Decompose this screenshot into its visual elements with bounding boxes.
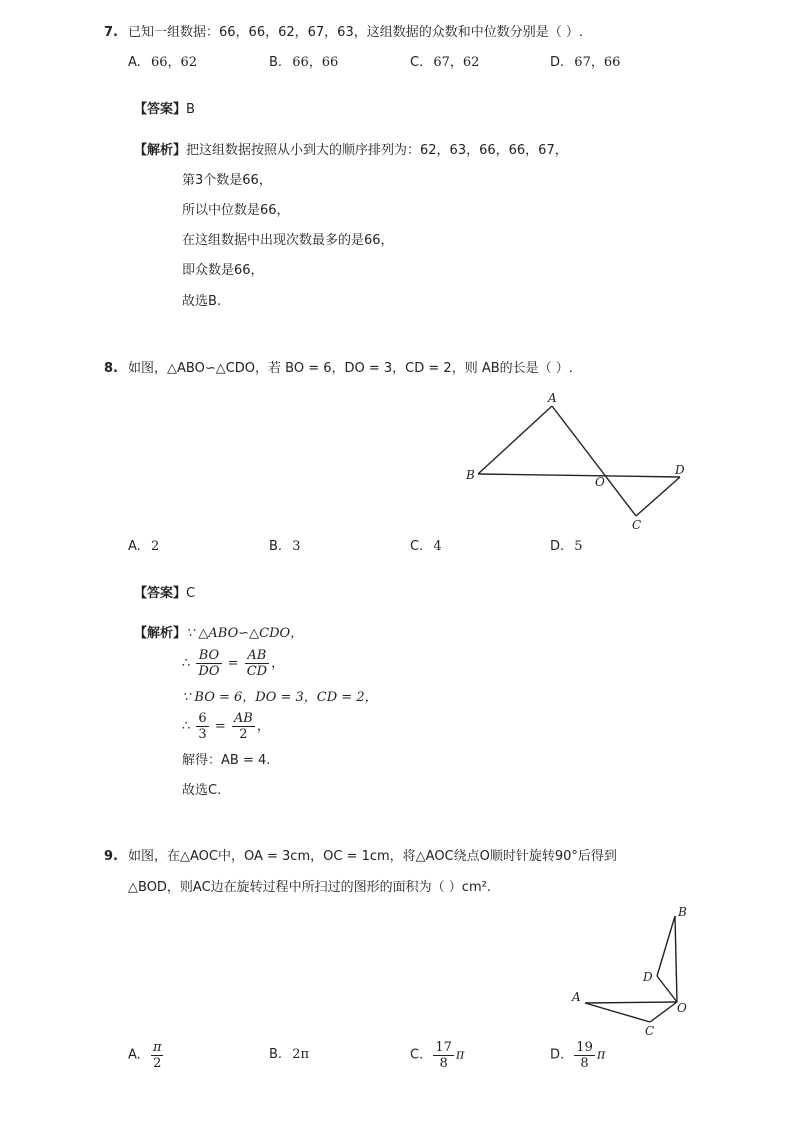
q8-ratio2-eq: =: [214, 719, 226, 734]
q9-label-b: B: [678, 905, 687, 919]
q8-label-c: C: [632, 518, 642, 532]
q8-ratio1-num2: AB: [245, 648, 269, 664]
q8-label-o: O: [595, 475, 605, 489]
q9-option-c-tail: π: [455, 1047, 465, 1063]
q8-option-a-text: 2: [150, 539, 160, 554]
q9-option-c-num: 17: [435, 1040, 452, 1055]
q8-ratio1-frac-left: [196, 648, 221, 679]
q9-segment-bd: [657, 916, 675, 976]
q7-analysis-line: 所以中位数是66，: [182, 203, 290, 218]
q9-option-a-den: 2: [153, 1056, 162, 1071]
q7-option-b: [269, 54, 338, 72]
q7-stem: 已知一组数据：66，66，62，67，63，这组数据的众数和中位数分别是（ ）.: [128, 25, 583, 40]
q8-ratio2-frac-left: [196, 711, 208, 742]
q8-ratio-line-1: [182, 648, 284, 679]
q7-analysis: [134, 142, 568, 160]
q7-answer-value: B: [186, 102, 195, 117]
q8-choose: 故选C.: [182, 783, 222, 798]
q8-option-a: [128, 538, 159, 556]
q8-answer-tag: 【答案】: [134, 586, 187, 601]
q8-ratio2-num1: 6: [198, 711, 207, 726]
q7-option-b-text: 66，66: [292, 55, 339, 70]
q8-ratio1-eq: =: [227, 656, 239, 671]
q8-option-a-label: A.: [128, 539, 141, 554]
q7-option-c-text: 67，62: [433, 55, 480, 70]
q9-option-c-frac: [433, 1040, 454, 1071]
q8-stem: 如图，△ABO∽△CDO，若 BO = 6，DO = 3，CD = 2，则 AB的长是（ ）.: [128, 361, 573, 376]
q8-ratio2-den2: 2: [239, 727, 248, 742]
q7-analysis-tag: 【解析】: [134, 143, 187, 158]
q8-number: 8.: [104, 361, 118, 376]
q8-option-b-text: 3: [292, 539, 301, 554]
q7-analysis-first: 把这组数据按照从小到大的顺序排列为：62，63，66，66，67，: [186, 143, 568, 158]
q8-solve: 解得：AB = 4.: [182, 753, 271, 768]
q7-option-d: [550, 54, 620, 72]
q8-ratio1-suffix: ，: [271, 656, 285, 671]
q7-option-d-label: D.: [550, 55, 565, 70]
q8-ratio2-den1: 3: [198, 727, 207, 742]
q7-analysis-line: 即众数是66，: [182, 263, 264, 278]
q8-option-d-label: D.: [550, 539, 565, 554]
q8-segment-dc: [636, 477, 680, 516]
q8-option-c: [410, 538, 442, 556]
q8-ratio2-num2: AB: [233, 711, 253, 726]
q8-answer-value: C: [186, 586, 196, 601]
q9-option-c-den: 8: [439, 1056, 448, 1071]
q7-analysis-line: 第3个数是66，: [182, 173, 272, 188]
q7-answer-tag: 【答案】: [134, 102, 187, 117]
q8-ratio1-den1: DO: [198, 664, 220, 679]
q8-ratio1-num1: BO: [196, 648, 221, 664]
q9-option-d-frac: [574, 1040, 595, 1071]
q8-ratio1-den2: CD: [246, 664, 268, 679]
q9-stem-line-2: △BOD，则AC边在旋转过程中所扫过的图形的面积为（ ）cm².: [128, 880, 491, 895]
q8-answer: [134, 585, 195, 603]
q7-option-a-text: 66，62: [150, 55, 198, 70]
q9-label-d: D: [643, 970, 653, 984]
q9-segment-ao: [585, 1002, 677, 1003]
q9-option-b: [269, 1046, 309, 1064]
q7-option-a-label: A.: [128, 55, 141, 70]
q9-segment-do: [657, 976, 677, 1002]
q8-ratio2-prefix: ∴: [182, 719, 191, 734]
q8-label-b: B: [466, 468, 475, 482]
q9-label-a: A: [572, 990, 581, 1004]
q8-ratio-line-2: [182, 711, 270, 742]
q8-given: ∵ BO = 6，DO = 3，CD = 2，: [182, 690, 378, 705]
q8-ratio1-prefix: ∴: [182, 656, 191, 671]
q9-option-d-den: 8: [580, 1056, 589, 1071]
q9-option-d-num: 19: [576, 1040, 593, 1055]
q8-segment-bd: [478, 474, 680, 477]
q7-option-c: [410, 54, 479, 72]
q7-option-d-text: 67，66: [574, 55, 621, 70]
q7-number: 7.: [104, 25, 118, 40]
q8-segment-ac: [552, 406, 636, 516]
q8-analysis-tag: 【解析】: [134, 626, 187, 641]
q8-analysis: [134, 625, 303, 643]
q8-figure: [460, 388, 700, 533]
q7-option-a: [128, 54, 197, 72]
q8-option-b-label: B.: [269, 539, 283, 554]
q9-number: 9.: [104, 849, 118, 864]
q9-option-b-label: B.: [269, 1047, 283, 1062]
q9-label-o: O: [677, 1001, 687, 1015]
q9-option-a-num: π: [152, 1040, 162, 1055]
q8-segment-ab: [478, 406, 552, 474]
q7-analysis-line: 故选B.: [182, 294, 222, 309]
q8-option-c-text: 4: [433, 539, 442, 554]
q9-stem-line-1: 如图，在△AOC中，OA = 3cm，OC = 1cm，将△AOC绕点O顺时针旋转90°后得到: [128, 849, 617, 864]
q9-option-d: [550, 1040, 605, 1071]
q9-option-a-frac: [151, 1040, 164, 1071]
q9-figure: [565, 900, 705, 1045]
q7-option-b-label: B.: [269, 55, 283, 70]
q9-option-a-label: A.: [128, 1047, 141, 1063]
q9-label-c: C: [645, 1024, 655, 1038]
q8-option-d: [550, 538, 583, 556]
q9-option-d-label: D.: [550, 1047, 565, 1063]
q8-ratio1-frac-right: [245, 648, 269, 679]
q8-ratio2-suffix: ，: [256, 719, 270, 734]
q8-option-d-text: 5: [574, 539, 583, 554]
q7-option-c-label: C.: [410, 55, 424, 70]
q9-option-c-label: C.: [410, 1047, 424, 1063]
q8-label-a: A: [548, 391, 557, 405]
q8-option-b: [269, 538, 300, 556]
q8-ratio2-frac-right: [232, 711, 255, 742]
q7-answer: [134, 101, 195, 119]
q7-analysis-line: 在这组数据中出现次数最多的是66，: [182, 233, 394, 248]
q8-option-c-label: C.: [410, 539, 424, 554]
q9-option-c: [410, 1040, 464, 1071]
q9-segment-ob: [675, 916, 677, 1002]
q8-analysis-first: ∵ △ABO∽△CDO，: [186, 626, 304, 641]
q8-label-d: D: [675, 463, 685, 477]
q9-option-a: [128, 1040, 165, 1071]
q9-option-d-tail: π: [596, 1047, 606, 1063]
q9-option-b-text: 2π: [292, 1047, 310, 1062]
q9-segment-ac: [585, 1003, 650, 1022]
q9-segment-co: [650, 1002, 677, 1022]
